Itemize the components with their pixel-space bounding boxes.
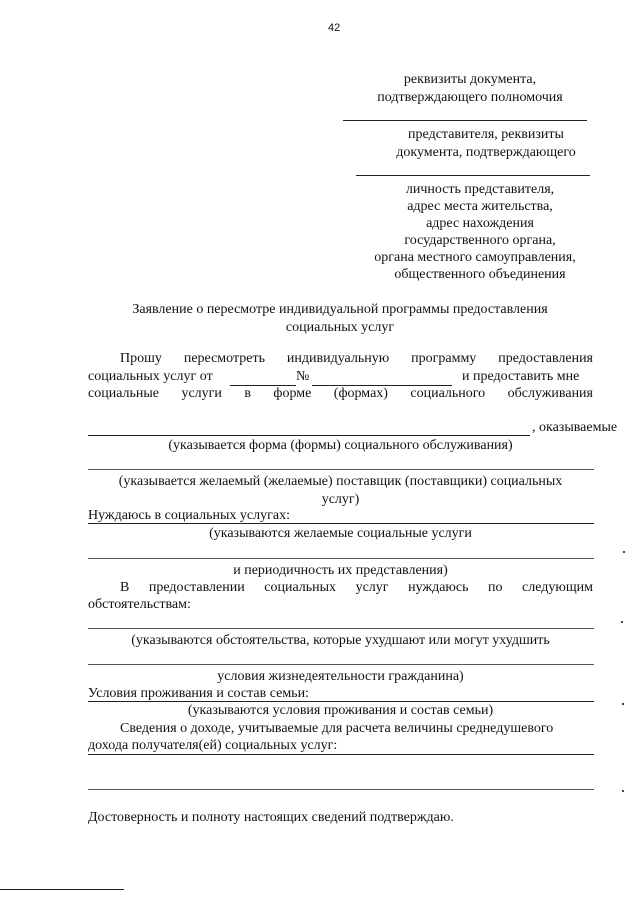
circumstances-text: обстоятельствам:: [88, 597, 191, 612]
page-number: 42: [328, 22, 341, 34]
number-sign: №: [296, 369, 310, 384]
header-line: органа местного самоуправления,: [374, 250, 576, 265]
fill-rule: [88, 789, 594, 790]
hint-form: (указывается форма (формы) социального обслуживания): [168, 438, 513, 453]
fill-rule: [88, 628, 594, 629]
needs-label: Нуждаюсь в социальных услугах:: [88, 508, 290, 523]
income-text: Сведения о доходе, учитываемые для расчета величины среднедушевого: [120, 721, 554, 736]
fill-rule: [88, 523, 594, 524]
header-line: государственного органа,: [404, 233, 556, 248]
header-line: подтверждающего полномочия: [377, 90, 563, 105]
request-text: Прошу пересмотреть индивидуальную программу предоставления: [120, 351, 593, 366]
fill-rule: [88, 701, 594, 702]
confirmation-text: Достоверность и полноту настоящих сведений подтверждаю.: [88, 810, 454, 825]
header-line: документа, подтверждающего: [396, 145, 576, 160]
scan-speck: [623, 551, 625, 553]
hint-provider: услуг): [321, 492, 360, 507]
document-title: социальных услуг: [285, 320, 395, 335]
request-text: социальных услуг от: [88, 369, 213, 384]
footnote-separator: [0, 889, 124, 890]
hint-circumstances: условия жизнедеятельности гражданина): [217, 669, 464, 684]
scan-speck: [622, 703, 624, 705]
hint-periodicity: и периодичность их представления): [233, 563, 448, 578]
fill-rule: [88, 435, 530, 436]
hint-circumstances: (указываются обстоятельства, которые ухудшают или могут ухудшить: [131, 633, 550, 648]
header-line: представителя, реквизиты: [408, 127, 564, 142]
income-text: дохода получателя(ей) социальных услуг:: [88, 738, 338, 753]
hint-living: (указываются условия проживания и состав семьи): [187, 703, 494, 718]
fill-rule: [88, 558, 594, 559]
request-text: социальные услуги в форме (формах) социального обслуживания: [88, 386, 593, 401]
header-line: адрес нахождения: [426, 216, 534, 231]
header-line: общественного объединения: [394, 267, 566, 282]
header-line: адрес места жительства,: [407, 199, 553, 214]
header-line: реквизиты документа,: [403, 72, 537, 87]
fill-rule: [88, 664, 594, 665]
header-rule: [343, 120, 587, 121]
circumstances-text: В предоставлении социальных услуг нуждаюсь по следующим: [120, 580, 593, 595]
header-line: личность представителя,: [405, 182, 555, 197]
fill-rule: [88, 754, 594, 755]
hint-services: (указываются желаемые социальные услуги: [209, 526, 472, 541]
scan-speck: [621, 621, 623, 623]
provided-suffix: , оказываемые: [532, 420, 618, 435]
document-title: Заявление о пересмотре индивидуальной программы предоставления: [132, 302, 548, 317]
scan-speck: [622, 790, 624, 792]
hint-provider: (указывается желаемый (желаемые) поставщик (поставщики) социальных: [118, 474, 563, 489]
request-text: и предоставить мне: [462, 369, 580, 384]
living-label: Условия проживания и состав семьи:: [88, 686, 309, 701]
fill-rule: [88, 469, 594, 470]
header-rule: [356, 175, 590, 176]
